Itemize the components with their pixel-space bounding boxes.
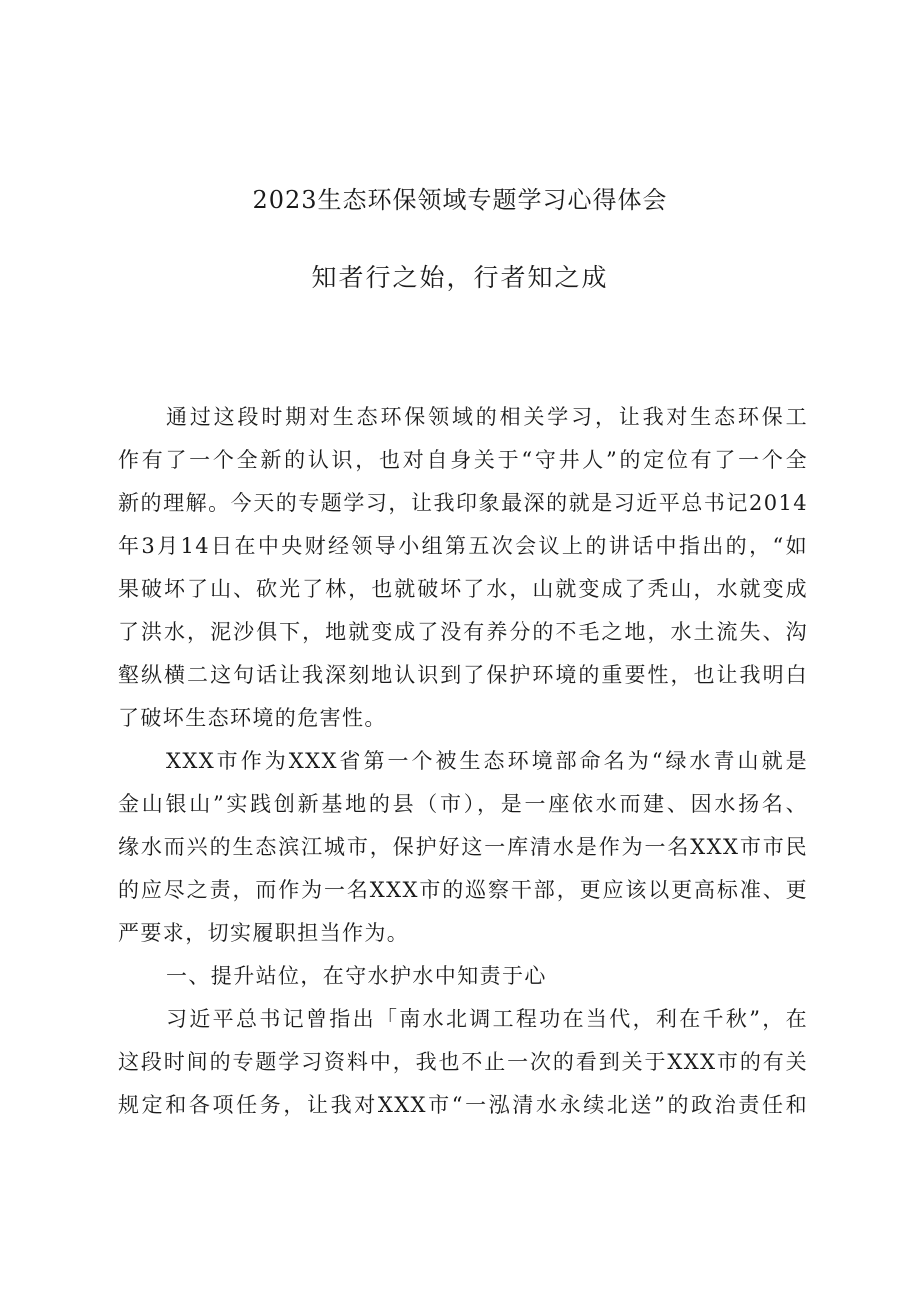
text-line: 年3月14日在中央财经领导小组第五次会议上的讲话中指出的，“如	[118, 534, 808, 558]
document-subtitle: 知者行之始，行者知之成	[311, 263, 609, 292]
text-line: 金山银山”实践创新基地的县（市），是一座依水而建、因水扬名、	[118, 792, 808, 816]
document-body	[118, 396, 808, 1127]
text-line: 作有了一个全新的认识，也对自身关于“守井人”的定位有了一个全	[118, 448, 808, 472]
section-heading	[118, 955, 808, 998]
text-line: 规定和各项任务，让我对XXX市“一泓清水永续北送”的政治责任和	[118, 1093, 808, 1117]
text-line: 了破坏生态环境的危害性。	[118, 706, 387, 730]
paragraph-3	[118, 998, 808, 1127]
paragraph-1	[118, 396, 808, 740]
text-line: 严要求，切实履职担当作为。	[118, 921, 410, 945]
text-line: 新的理解。今天的专题学习，让我印象最深的就是习近平总书记2014	[118, 491, 808, 515]
text-line: XXX市作为XXX省第一个被生态环境部命名为“绿水青山就是	[166, 749, 808, 773]
text-line: 通过这段时期对生态环保领域的相关学习，让我对生态环保工	[166, 405, 808, 429]
document-title: 2023生态环保领域专题学习心得体会	[252, 186, 668, 214]
text-line: 了洪水，泥沙俱下，地就变成了没有养分的不毛之地，水土流失、沟	[118, 620, 808, 644]
text-line: 果破坏了山、砍光了林，也就破坏了水，山就变成了秃山，水就变成	[118, 577, 808, 601]
text-line: 壑纵横二这句话让我深刻地认识到了保护环境的重要性，也让我明白	[118, 663, 808, 687]
paragraph-2	[118, 740, 808, 955]
text-line: 缘水而兴的生态滨江城市，保护好这一库清水是作为一名XXX市市民	[118, 835, 808, 859]
section-heading-text: 一、提升站位，在守水护水中知责于心	[166, 964, 547, 988]
text-line: 的应尽之责，而作为一名XXX市的巡察干部，更应该以更高标准、更	[118, 878, 808, 902]
text-line: 习近平总书记曾指出「南水北调工程功在当代，利在千秋”，在	[166, 1007, 808, 1031]
text-line: 这段时间的专题学习资料中，我也不止一次的看到关于XXX市的有关	[118, 1050, 808, 1074]
